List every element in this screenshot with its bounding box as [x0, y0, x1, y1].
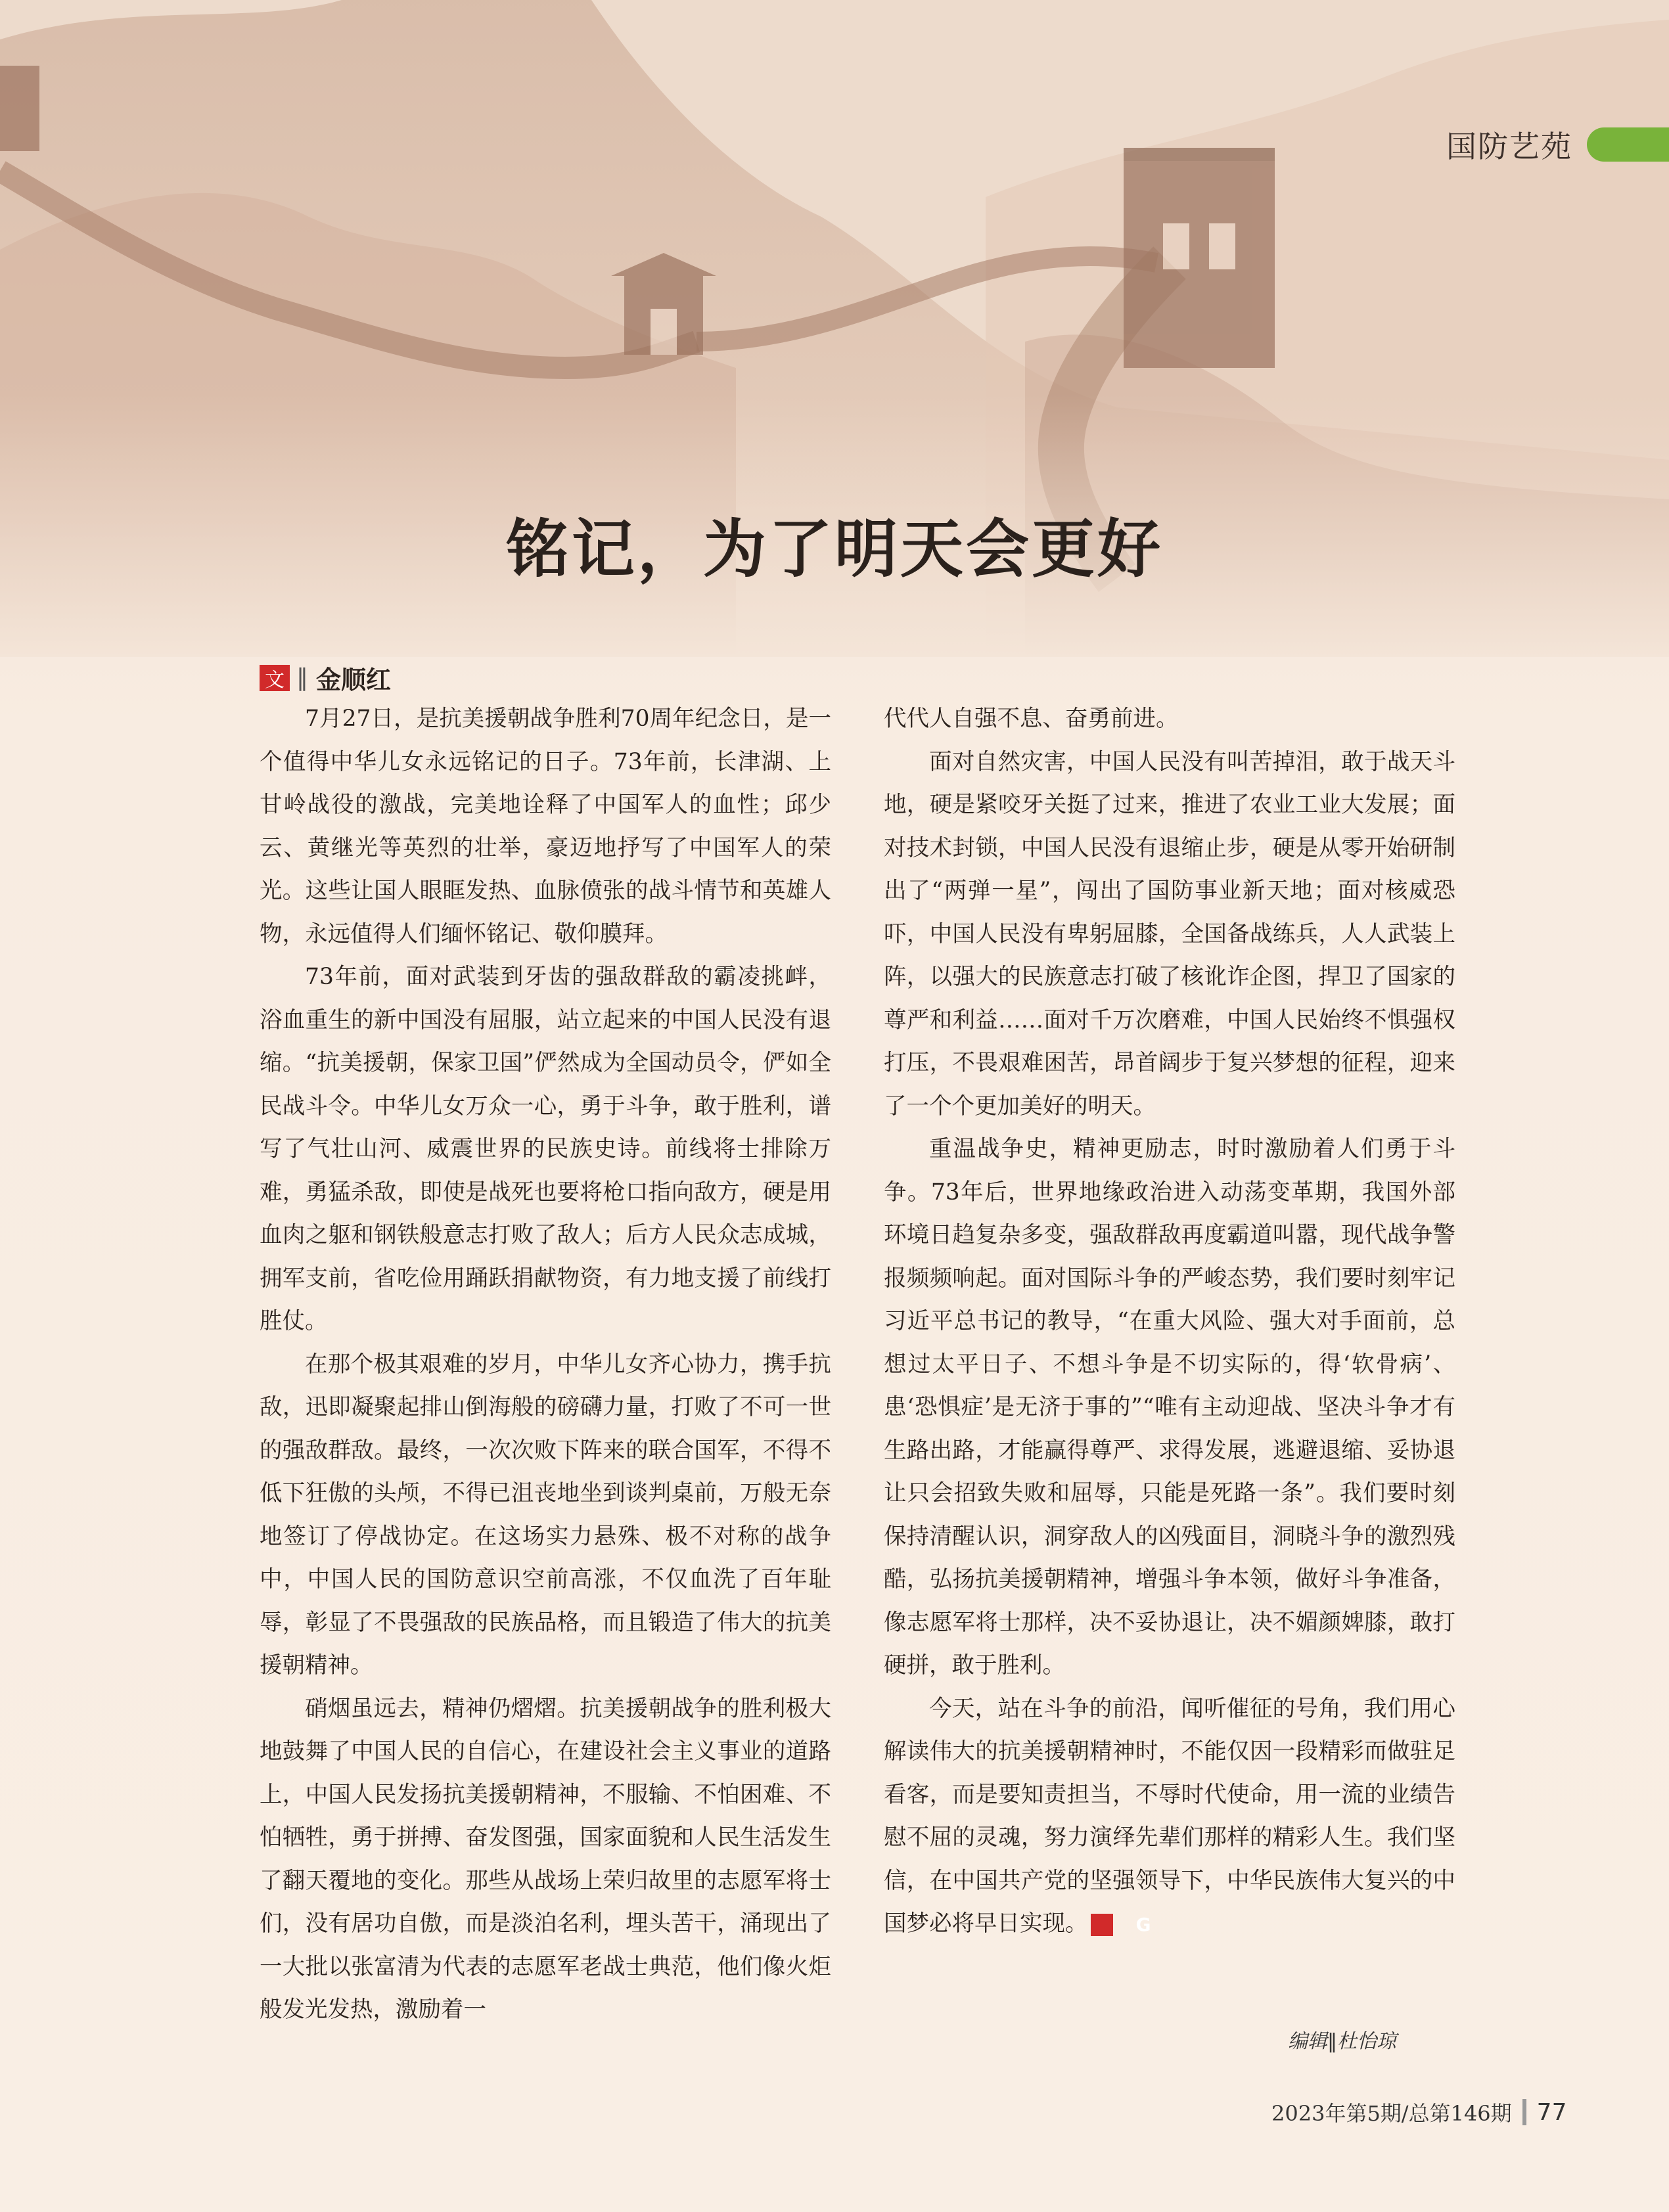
author-name: 金顺红: [316, 666, 392, 694]
paragraph-continuation: 代代人自强不息、奋勇前进。: [884, 706, 1179, 732]
byline: [260, 660, 391, 696]
page-number: 77: [1536, 2098, 1567, 2126]
end-mark-icon: G: [1091, 1914, 1113, 1936]
byline-tag: 文: [260, 665, 290, 691]
section-color-bar: [1587, 127, 1669, 162]
right-column: [884, 698, 1455, 1946]
section-name: 国防艺苑: [1446, 129, 1572, 164]
paragraph: 在那个极其艰难的岁月，中华儿女齐心协力，携手抗敌，迅即凝聚起排山倒海般的磅礴力量，打败了不可一世的强敌群敌。最终，一次次败下阵来的联合国军，不得不低下狂傲的头颅，不得已沮丧地坐到谈判桌前，万般无奈地签订了停战协定。在这场实力悬殊、极不对称的战争中，中国人民的国防意识空前高涨，不仅血洗了百年耻辱，彰显了不畏强敌的民族品格，而且锻造了伟大的抗美援朝精神。: [260, 1351, 831, 1679]
page-footer: [1271, 2097, 1566, 2127]
footer-divider: [1522, 2099, 1526, 2125]
paragraph-text: 今天，站在斗争的前沿，闻听催征的号角，我们用心解读伟大的抗美援朝精神时，不能仅因一段精彩而做驻足看客，而是要知责担当，不辱时代使命，用一流的业绩告慰不屈的灵魂，努力演绎先辈们那样的精彩人生。我们坚信，在中国共产党的坚强领导下，中华民族伟大复兴的中国梦必将早日实现。: [884, 1695, 1455, 1937]
left-column: [260, 698, 831, 2032]
paragraph: 面对自然灾害，中国人民没有叫苦掉泪，敢于战天斗地，硬是紧咬牙关挺了过来，推进了农业工业大发展；面对技术封锁，中国人民没有退缩止步，硬是从零开始研制出了“两弹一星”，闯出了国防事业新天地；面对核威恐吓，中国人民没有卑躬屈膝，全国备战练兵，人人武装上阵，以强大的民族意志打破了核讹诈企图，捍卫了国家的尊严和利益……面对千万次磨难，中国人民始终不惧强权打压，不畏艰难困苦，昂首阔步于复兴梦想的征程，迎来了一个个更加美好的明天。: [884, 748, 1455, 1119]
article-title: 铭记，为了明天会更好: [506, 512, 1163, 586]
paragraph: 73年前，面对武装到牙齿的强敌群敌的霸凌挑衅，浴血重生的新中国没有屈服，站立起来的中国人民没有退缩。“抗美援朝，保家卫国”俨然成为全国动员令，俨如全民战斗令。中华儿女万众一心，勇于斗争，敢于胜利，谱写了气壮山河、威震世界的民族史诗。前线将士排除万难，勇猛杀敌，即使是战死也要将枪口指向敌方，硬是用血肉之躯和钢铁般意志打败了敌人；后方人民众志成城，拥军支前，省吃俭用踊跃捐献物资，有力地支援了前线打胜仗。: [260, 964, 831, 1334]
paragraph: [884, 1688, 1455, 1946]
editor-credit: 编辑‖杜怡琼: [1288, 2030, 1396, 2053]
paragraph: 重温战争史，精神更励志，时时激励着人们勇于斗争。73年后，世界地缘政治进入动荡变革期，我国外部环境日趋复杂多变，强敌群敌再度霸道叫嚣，现代战争警报频频响起。面对国际斗争的严峻态势，我们要时刻牢记习近平总书记的教导，“在重大风险、强大对手面前，总想过太平日子、不想斗争是不切实际的，得‘软骨病’、患‘恐惧症’是无济于事的”“唯有主动迎战、坚决斗争才有生路出路，才能赢得尊严、求得发展，逃避退缩、妥协退让只会招致失败和屈辱，只能是死路一条”。我们要时刻保持清醒认识，洞穿敌人的凶残面目，洞晓斗争的激烈残酷，弘扬抗美援朝精神，增强斗争本领，做好斗争准备，像志愿军将士那样，决不妥协退让，决不媚颜婢膝，敢打硬拼，敢于胜利。: [884, 1136, 1455, 1679]
paragraph: 7月27日，是抗美援朝战争胜利70周年纪念日，是一个值得中华儿女永远铭记的日子。73年前，长津湖、上甘岭战役的激战，完美地诠释了中国军人的血性；邱少云、黄继光等英烈的壮举，豪迈地抒写了中国军人的荣光。这些让国人眼眶发热、血脉偾张的战斗情节和英雄人物，永远值得人们缅怀铭记、敬仰膜拜。: [260, 706, 831, 947]
paragraph: 硝烟虽远去，精神仍熠熠。抗美援朝战争的胜利极大地鼓舞了中国人民的自信心，在建设社会主义事业的道路上，中国人民发扬抗美援朝精神，不服输、不怕困难、不怕牺牲，勇于拼搏、奋发图强，国家面貌和人民生活发生了翻天覆地的变化。那些从战场上荣归故里的志愿军将士们，没有居功自傲，而是淡泊名利，埋头苦干，涌现出了一大批以张富清为代表的志愿军老战士典范，他们像火炬般发光发热，激励着一: [260, 1695, 831, 2023]
issue-info: 2023年第5期/总第146期: [1271, 2101, 1512, 2126]
section-tag: [1446, 122, 1669, 168]
byline-separator: ‖: [296, 664, 308, 691]
